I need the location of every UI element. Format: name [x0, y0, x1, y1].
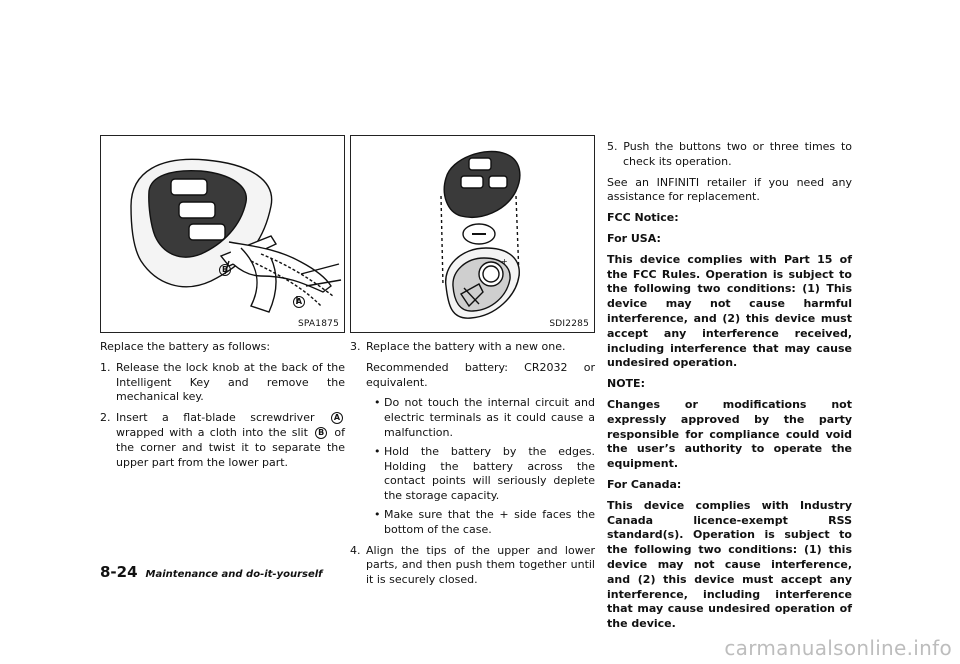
watermark: carmanualsonline.info — [724, 636, 952, 660]
note-text: Changes or modifications not expressly approved by the party responsible for compliance could void the user’s authority to operate the equipment. — [607, 397, 852, 471]
for-canada-heading: For Canada: — [607, 477, 682, 491]
figure-code: SPA1875 — [297, 319, 339, 329]
intro-text: Replace the battery as follows: — [100, 340, 271, 353]
column-3 — [607, 140, 852, 638]
step-2-part-a: Insert a flat-blade screwdriver — [116, 411, 315, 425]
step-5-text: 5. Push the buttons two or three times to check its operation. — [607, 140, 852, 168]
retailer-text: See an INFINITI retailer if you need any assistance for replacement. — [607, 175, 852, 204]
step-3-text: Replace the battery with a new one. — [366, 340, 566, 353]
step-2-text — [116, 411, 345, 470]
column-2 — [350, 340, 595, 594]
step-1-number: 1. — [100, 360, 111, 374]
step-1-text: Release the lock knob at the back of the Intelligent Key and remove the mechanical key. — [116, 360, 345, 404]
step-2-part-c: of the corner and twist it to separate the upper part from the lower part. — [116, 425, 346, 469]
usa-compliance-text: This device complies with Part 15 of the FCC Rules. Operation is subject to the following two conditions: (1) This device may not cause harmful interference, and (2) this device must accept any interference received, including interference that may cause undesired operation. — [607, 252, 852, 370]
callout-a: A — [331, 412, 343, 424]
step-2-number: 2. — [100, 411, 111, 425]
svg-text:+: + — [501, 257, 508, 266]
page-footer — [100, 563, 323, 581]
figure-callout-b: B — [219, 264, 231, 276]
for-usa-heading: For USA: — [607, 231, 661, 245]
callout-b: B — [315, 427, 327, 439]
bullet-item — [374, 445, 595, 504]
page-number: 8-24 — [100, 563, 138, 581]
column-1 — [100, 340, 345, 476]
bullet-text: Do not touch the internal circuit and electric terminals as it could cause a malfunction. — [384, 396, 595, 439]
bullet-dot-icon: • — [374, 507, 381, 521]
step-3-number: 3. — [350, 340, 361, 353]
figure-key-fob-battery — [350, 135, 595, 333]
bullet-dot-icon: • — [374, 396, 381, 410]
fcc-notice-heading: FCC Notice: — [607, 211, 679, 225]
note-heading: NOTE: — [607, 377, 645, 391]
step-4 — [350, 544, 595, 588]
bullet-item — [374, 508, 595, 538]
recommended-battery: Recommended battery: CR2032 or equivalent. — [366, 360, 595, 389]
bullet-item — [374, 396, 595, 440]
step-4-number: 4. — [350, 543, 361, 557]
figure-callout-a: A — [293, 296, 305, 308]
step-2 — [100, 411, 345, 470]
figure-key-fob-screwdriver — [100, 135, 345, 333]
bullet-dot-icon: • — [374, 444, 381, 458]
step-3 — [350, 340, 595, 355]
key-fob-screwdriver-illustration — [101, 136, 344, 332]
step-4-text: Align the tips of the upper and lower parts, and then push them together until it is securely closed. — [366, 543, 595, 587]
bullet-text: Hold the battery by the edges. Holding the battery across the contact points will seriously deplete the storage capacity. — [384, 444, 595, 503]
step-1 — [100, 361, 345, 405]
canada-compliance-text: This device complies with Industry Canada licence-exempt RSS standard(s). Operation is subject to the following two conditions: (1) this device may not cause interference, and (2) this device must accept any interference, including interference that may cause undesired operation of the device. — [607, 498, 852, 631]
section-title: Maintenance and do-it-yourself — [145, 569, 323, 580]
key-fob-battery-illustration — [351, 136, 594, 332]
step-2-part-b: wrapped with a cloth into the slit — [116, 425, 308, 439]
figure-code: SDI2285 — [549, 319, 589, 329]
bullet-text: Make sure that the + side faces the bottom of the case. — [384, 507, 595, 536]
